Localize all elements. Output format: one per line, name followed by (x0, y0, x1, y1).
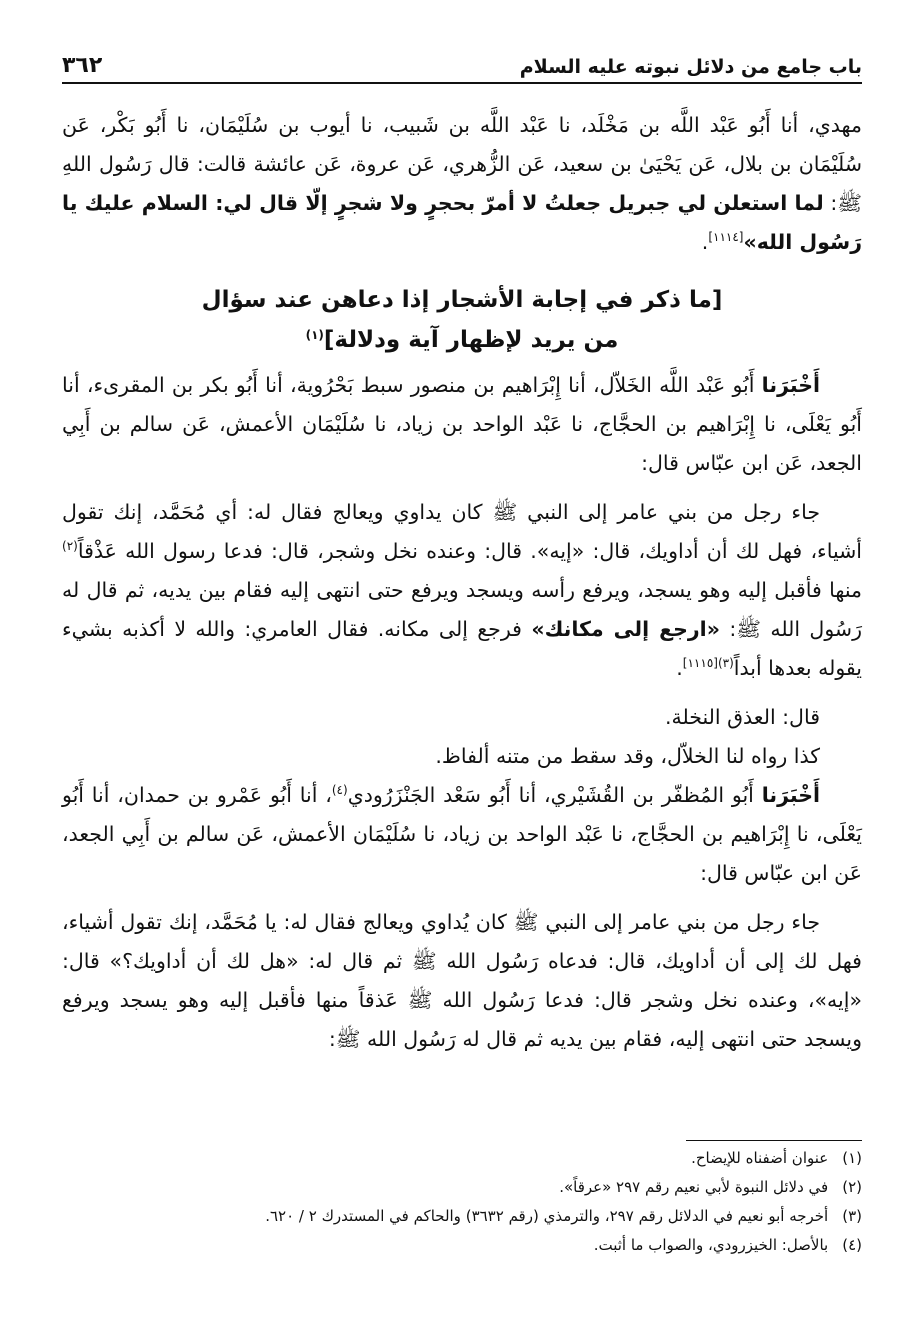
page-number: ٣٦٢ (62, 53, 103, 78)
footnote-text: في دلائل النبوة لأبي نعيم رقم ٢٩٧ «عرقاً». (559, 1178, 829, 1196)
running-header (62, 40, 862, 84)
sentence-end: . (676, 656, 683, 680)
paragraph-hadith-second: جاء رجل من بني عامر إلى النبي ﷺ كان يُداوي ويعالج فقال له: يا مُحَمَّد، إنك تقول أشياء، فهل لك إلى أن أداويك، قال: فدعاه رَسُول الله ﷺ ثم قال له: «هل لك أن أداويك؟» قال: «إيه»، وعنده نخل وشجر قال: فدعا رَسُول الله ﷺ عَذقاً منها فأقبل إليه وهو يسجد ويرفع ويسجد حتى انتهى إليه، فقام بين يديه ثم قال له رَسُول الله ﷺ: (62, 910, 862, 1051)
footnote-4 (62, 1231, 862, 1260)
narrative-text: منها فأقبل إليه وهو يسجد، ويرفع رأسه ويسجد ويرفع حتى انتهى إليه فقام بين يديه، ثم قال له رَسُول الله ﷺ: (62, 578, 862, 641)
footnote-number: (١) (842, 1149, 862, 1167)
footnote-1 (62, 1144, 862, 1173)
paragraph-hadith-1114 (62, 106, 862, 262)
footnote-text: بالأصل: الخيزرودي، والصواب ما أثبت. (593, 1236, 829, 1254)
paragraph-isnad-qushayri (62, 776, 862, 893)
hadith-matn: لما استعلن لي جبريل جعلتُ لا أمرّ بحجرٍ ولا شجرٍ إلّا قال لي: السلام عليك يا رَسُول الله» (62, 191, 862, 254)
sentence-end: . (701, 230, 709, 254)
main-text (62, 106, 862, 1059)
hadith-reference: [١١١٥] (682, 656, 718, 670)
isnad-text: أَبُو عَبْد اللَّه الخَلاّل، أنا إِبْرَاهيم بن منصور سبط بَحْرُوية، أنا أَبُو بكر بن المقرىء، أنا أَبُو يَعْلَى، نا إِبْرَاهيم بن الحجَّاج، نا عَبْد الواحد بن زياد، نا سُلَيْمَان الأعمش، عَن سالم بن أَبِي الجعد، عَن ابن عبّاس قال: (62, 373, 862, 475)
isnad-text: ، أنا أَبُو عَمْرو بن حمدان، أنا أَبُو يَعْلَى، نا إِبْرَاهيم بن الحجَّاج، نا عَبْد الواحد بن زياد، نا سُلَيْمَان الأعمش، عَن سالم بن أَبِي الجعد، عَن ابن عبّاس قال: (62, 783, 862, 885)
footnote-text: عنوان أضفناه للإيضاح. (691, 1149, 829, 1167)
paragraph-gloss: قال: العذق النخلة. (664, 705, 820, 729)
footnote-number: (٣) (842, 1207, 862, 1225)
prophet-command: «ارجع إلى مكانك» (531, 617, 720, 641)
footnotes (62, 1144, 862, 1260)
footnote-number: (٢) (842, 1178, 862, 1196)
paragraph-hadith-1115 (62, 493, 862, 688)
hadith-reference: [١١١٤] (708, 230, 744, 244)
heading-line-2: من يريد لإظهار آية ودلالة] (323, 327, 619, 353)
akhbarana-keyword: أَخْبَرَنا (761, 373, 820, 397)
isnad-text: أَبُو المُظفّر بن القُشَيْري، أنا أَبُو سَعْد الجَنْزَرُودي (347, 783, 762, 807)
footnote-divider (686, 1140, 862, 1141)
narrative-text: جاء رجل من بني عامر إلى النبي ﷺ كان يداوي ويعالج فقال له: أي مُحَمَّد، إنك تقول أشياء، فهل لك أن أداويك، قال: «إيه». قال: وعنده نخل وشجر، قال: فدعا رسول الله عَذْقاً (62, 500, 862, 563)
footnote-2 (62, 1173, 862, 1202)
narrative-text: فرجع إلى مكانه. فقال العامري: والله لا أكذبه بشيء يقوله بعدها أبداً (62, 617, 862, 680)
footnote-marker: (٢) (62, 539, 78, 553)
footnote-marker: (٤) (331, 783, 348, 797)
footnote-text: أخرجه أبو نعيم في الدلائل رقم ٢٩٧، والترمذي (رقم ٣٦٣٢) والحاكم في المستدرك ٢ / ٦٢٠. (265, 1207, 829, 1225)
section-heading (62, 280, 862, 360)
isnad-text: مهدي، أنا أَبُو عَبْد اللَّه بن مَخْلَد، نا عَبْد اللَّه بن شَبيب، نا أيوب بن سُلَيْمَان، نا أَبُو بَكْر، عَن سُلَيْمَان بن بلال، عَن يَحْيَىٰ بن سعيد، عَن الزُّهري، عَن عروة، عَن عائشة قالت: قال رَسُول اللهِ ﷺ: (62, 113, 863, 215)
footnote-number: (٤) (842, 1236, 862, 1254)
chapter-title: باب جامع من دلائل نبوته عليه السلام (519, 56, 862, 78)
akhbarana-keyword: أَخْبَرَنا (761, 783, 821, 807)
paragraph-comment: كذا رواه لنا الخلاّل، وقد سقط من متنه ألفاظ. (435, 744, 820, 768)
footnote-marker: (٣) (717, 656, 734, 670)
footnote-3 (62, 1202, 862, 1231)
footnote-marker: (١) (305, 328, 324, 342)
heading-line-1: [ما ذكر في إجابة الأشجار إذا دعاهن عند سؤال (201, 287, 723, 313)
paragraph-isnad-khallal (62, 366, 862, 483)
